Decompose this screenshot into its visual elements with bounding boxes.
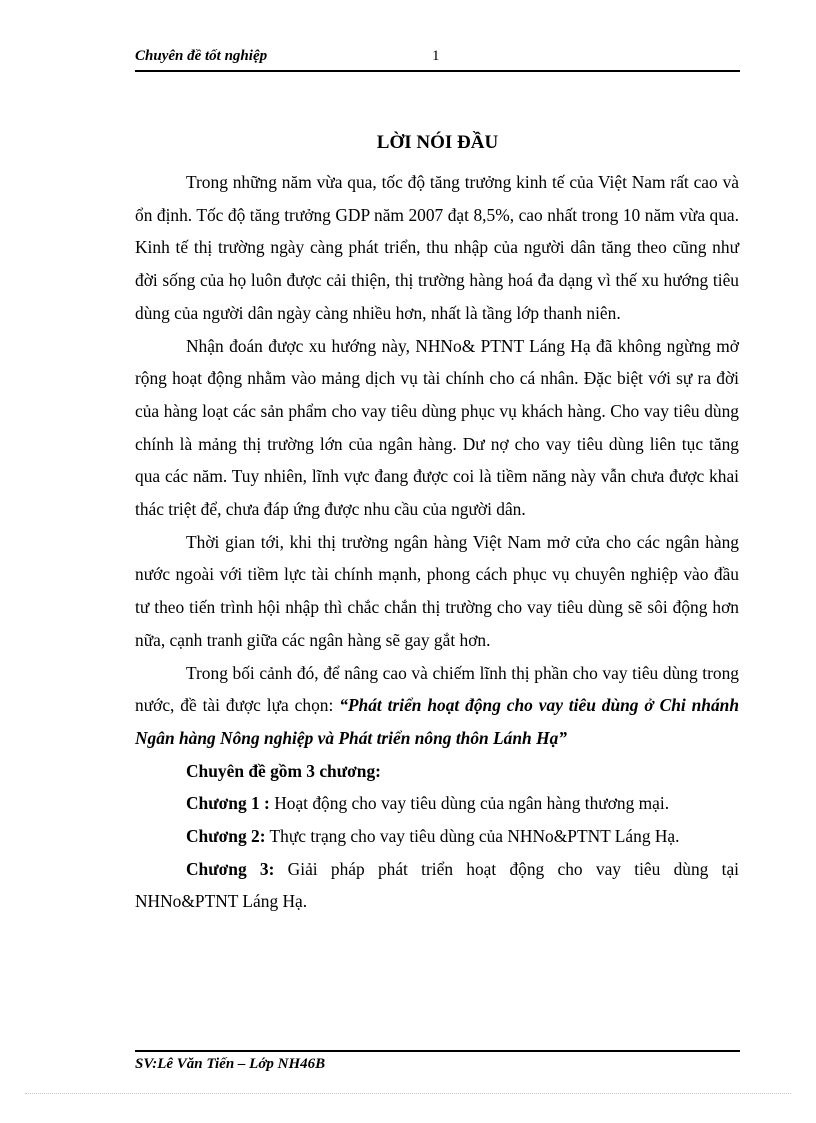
chapter-item: [135, 853, 739, 918]
paragraph-4: [135, 657, 739, 755]
paragraph-4-intro: Trong bối cảnh đó, để nâng cao và chiếm lĩnh thị phần cho vay tiêu dùng trong nước, đề tài được lựa chọn:: [135, 662, 739, 716]
chapter-label: Chương 2:: [186, 826, 266, 847]
footer-text: SV:Lê Văn Tiến – Lớp NH46B: [135, 1056, 326, 1072]
document-title: LỜI NÓI ĐẦU: [376, 132, 499, 153]
header-title: Chuyên đề tốt nghiệp: [135, 48, 268, 64]
chapter-text: Thực trạng cho vay tiêu dùng của NHNo&PTNT Láng Hạ.: [265, 826, 680, 847]
chapter-item: [135, 787, 739, 820]
paragraph-2: Nhận đoán được xu hướng này, NHNo& PTNT Láng Hạ đã không ngừng mở rộng hoạt động nhằm vào mảng dịch vụ tài chính cho cá nhân. Đặc biệt với sự ra đời của hàng loạt các sản phẩm cho vay tiêu dùng phục vụ khách hàng. Cho vay tiêu dùng chính là mảng thị trường lớn của ngân hàng. Dư nợ cho vay tiêu dùng liên tục tăng qua các năm. Tuy nhiên, lĩnh vực đang được coi là tiềm năng này vẫn chưa được khai thác triệt để, chưa đáp ứng được nhu cầu của người dân.: [135, 335, 739, 520]
paragraph-3: Thời gian tới, khi thị trường ngân hàng Việt Nam mở cửa cho các ngân hàng nước ngoài với tiềm lực tài chính mạnh, phong cách phục vụ chuyên nghiệp vào đầu tư theo tiến trình hội nhập thì chắc chắn thị trường cho vay tiêu dùng sẽ sôi động hơn nữa, cạnh tranh giữa các ngân hàng sẽ gay gắt hơn.: [135, 531, 739, 650]
chapters-heading: Chuyên đề gồm 3 chương:: [186, 760, 381, 781]
page-bottom-divider: [25, 1093, 791, 1094]
chapter-text: Giải pháp phát triển hoạt động cho vay tiêu dùng tại NHNo&PTNT Láng Hạ.: [135, 858, 740, 912]
chapter-label: Chương 1 :: [186, 793, 270, 814]
page-footer: [135, 1050, 740, 1073]
chapter-text: Hoạt động cho vay tiêu dùng của ngân hàng thương mại.: [269, 793, 670, 814]
document-body: [135, 166, 739, 918]
chapter-item: [135, 820, 739, 853]
chapter-label: Chương 3:: [186, 858, 275, 879]
paragraph-1: Trong những năm vừa qua, tốc độ tăng trưởng kinh tế của Việt Nam rất cao và ổn định. Tốc độ tăng trưởng GDP năm 2007 đạt 8,5%, cao nhất trong 10 năm vừa qua. Kinh tế thị trường ngày càng phát triển, thu nhập của người dân tăng theo cũng như đời sống của họ luôn được cải thiện, thị trường hàng hoá đa dạng vì thế xu hướng tiêu dùng của người dân ngày càng nhiều hơn, nhất là tầng lớp thanh niên.: [135, 172, 739, 323]
page-number: 1: [432, 48, 440, 64]
thesis-topic: “Phát triển hoạt động cho vay tiêu dùng ở Chi nhánh Ngân hàng Nông nghiệp và Phát triển nông thôn Lánh Hạ”: [135, 695, 739, 748]
page-header: [135, 46, 740, 72]
